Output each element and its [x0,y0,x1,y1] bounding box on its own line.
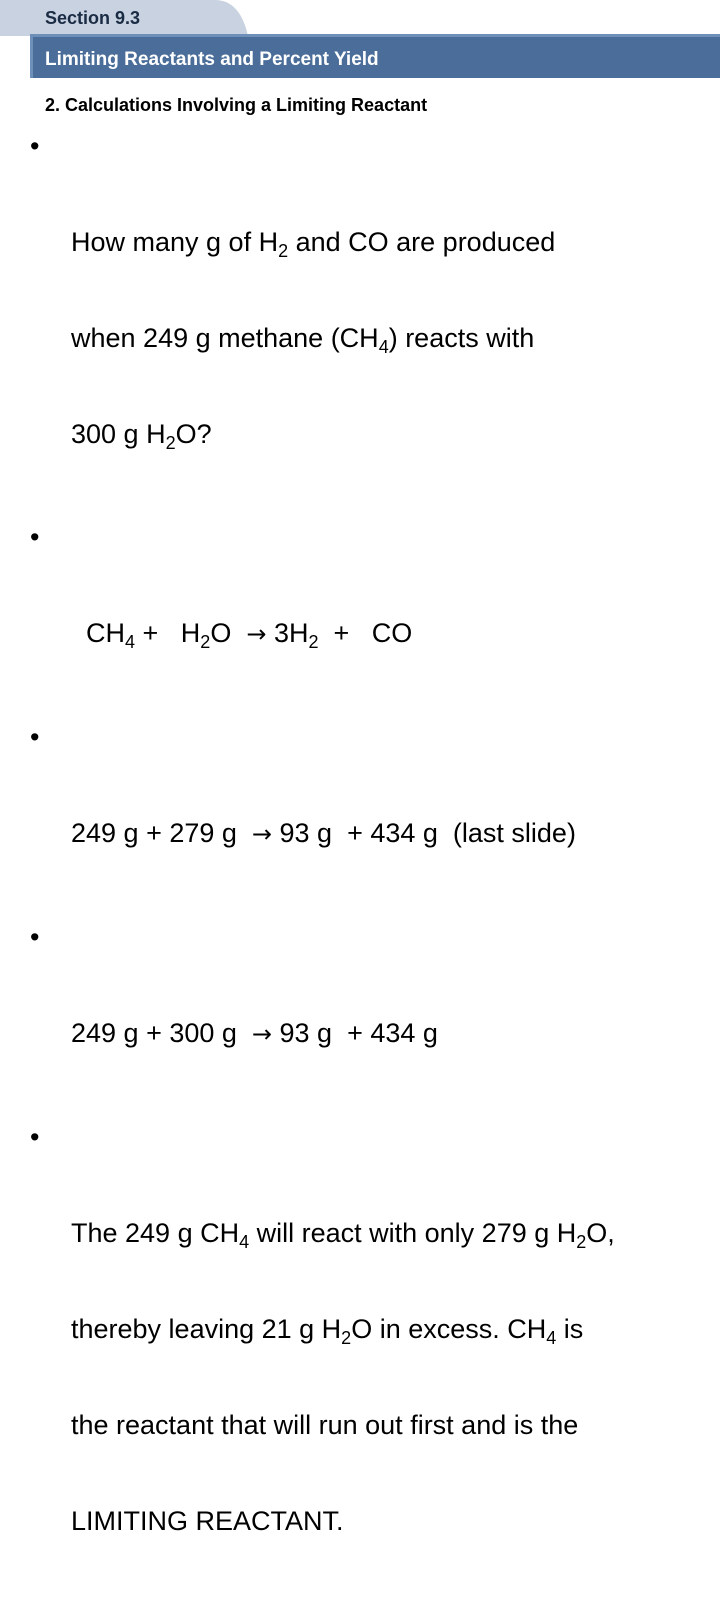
section-title: Limiting Reactants and Percent Yield [45,49,379,70]
text-span: 93 g + 434 g [272,1018,438,1048]
text-span: is [556,1314,584,1344]
text-span: CH [71,618,125,648]
arrow-icon: → [251,1020,273,1048]
text-span: ) reacts with [388,323,535,353]
bullet-text-line [71,1313,720,1348]
text-span: O? [175,419,212,449]
subscript: 4 [239,1232,250,1252]
text-span: 300 g H [71,419,166,449]
subscript: 2 [200,632,211,652]
text-span: 249 g + 300 g [71,1018,252,1048]
subscript: 2 [165,433,176,453]
text-span: + CO [318,618,413,648]
bullet-text-line [71,817,720,850]
bullet-icon: • [30,522,40,552]
title-bar-top-line [30,34,720,37]
subscript: 2 [576,1232,587,1252]
subscript: 4 [546,1328,557,1348]
text-span: O [210,618,247,648]
bullet-text-line: the reactant that will run out first and is the [71,1410,579,1440]
subscript: 2 [278,241,289,261]
text-span: 3H [266,618,309,648]
text-span: will react with only 279 g H [249,1218,577,1248]
bullet-masses-current [30,921,720,1114]
bullet-conclusion [30,1121,720,1601]
text-span: when 249 g methane (CH [71,323,379,353]
text-span: O, [586,1218,615,1248]
bullet-list [30,130,720,1608]
text-span: + H [135,618,201,648]
arrow-icon: → [251,820,273,848]
bullet-masses-last-slide [30,721,720,914]
bullet-text-line [71,617,720,650]
bullet-text-line [71,1217,720,1252]
text-span: The 249 g CH [71,1218,240,1248]
title-bar-left-edge [30,36,33,78]
bullet-text-line [71,418,720,453]
text-span: 93 g + 434 g (last slide) [272,818,576,848]
bullet-icon: • [30,1122,40,1152]
header-banner [0,0,720,80]
subscript: 4 [125,632,136,652]
text-span: thereby leaving 21 g H [71,1314,342,1344]
bullet-text-line [71,1017,720,1050]
bullet-icon: • [30,131,40,161]
bullet-text-line [71,322,720,357]
text-span: How many g of H [71,227,279,257]
subscript: 2 [341,1328,352,1348]
arrow-icon: → [246,620,267,648]
text-span: and CO are produced [288,227,556,257]
bullet-equation [30,521,720,714]
bullet-question [30,130,720,514]
bullet-icon: • [30,722,40,752]
slide-subtitle: 2. Calculations Involving a Limiting Reactant [45,95,428,115]
bullet-icon: • [30,922,40,952]
section-number: Section 9.3 [45,8,141,28]
subscript: 2 [308,632,319,652]
bullet-text-line [71,226,720,261]
subscript: 4 [378,337,389,357]
bullet-text-line: LIMITING REACTANT. [71,1506,344,1536]
text-span: O in excess. CH [351,1314,547,1344]
text-span: 249 g + 279 g [71,818,252,848]
